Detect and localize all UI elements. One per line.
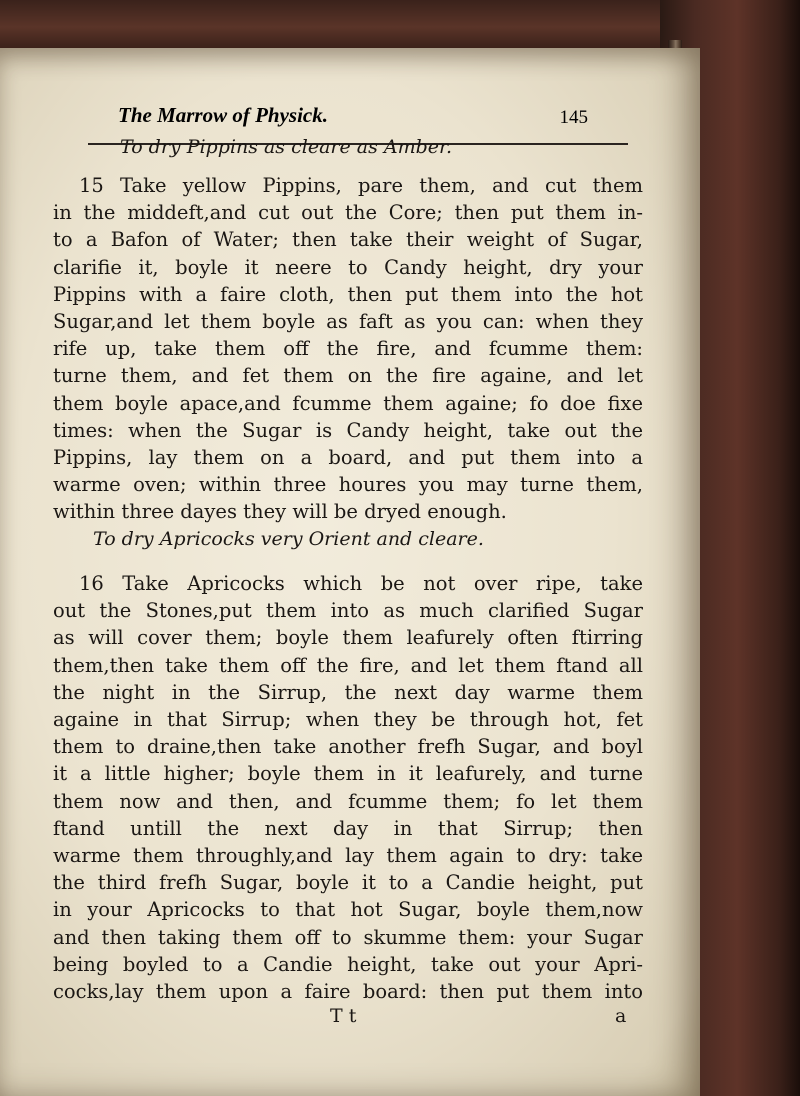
text-line: them,then take them off the fire, and let them ftand all (53, 653, 643, 677)
text-line: within three dayes they will be dryed enough. (53, 500, 507, 524)
text-line: clarifie it, boyle it neere to Candy height, dry your (53, 255, 643, 279)
text-line: and then taking them off to skumme them: your Sugar (53, 925, 643, 949)
text-line: it a little higher; boyle them in it leafurely, and turne (53, 762, 643, 786)
text-line: warme them throughly,and lay them again to dry: take (53, 844, 643, 868)
catchline (40, 1005, 660, 1035)
text-line: times: when the Sugar is Candy height, take out the (53, 418, 643, 442)
text-line: as will cover them; boyle them leafurely often ftirring (53, 626, 643, 650)
recipe-15-heading: To dry Pippins as cleare as Amber. (120, 136, 453, 158)
page-number: 145 (559, 107, 588, 128)
text-line: them to draine,then take another frefh Sugar, and boyl (53, 735, 643, 759)
text-line: againe in that Sirrup; when they be through hot, fet (53, 708, 643, 732)
running-head-title: The Marrow of Physick. (118, 103, 328, 127)
text-line: Sugar,and let them boyle as faft as you can: when they (53, 310, 643, 334)
text-line: them boyle apace,and fcumme them againe; fo doe fixe (53, 391, 643, 415)
text-line: 16 Take Apricocks which be not over ripe, take (79, 572, 643, 595)
recipe-15-body (53, 172, 643, 526)
text-line: turne them, and fet them on the fire againe, and let (53, 364, 643, 388)
text-line: out the Stones,put them into as much clarified Sugar (53, 599, 643, 623)
text-line: ftand untill the next day in that Sirrup; then (53, 816, 643, 840)
text-line: Pippins with a faire cloth, then put them into the hot (53, 282, 643, 306)
text-line: being boyled to a Candie height, take out your Apri- (53, 952, 643, 976)
book-page (0, 48, 700, 1096)
text-line: rife up, take them off the fire, and fcumme them: (53, 337, 643, 361)
text-line: 15 Take yellow Pippins, pare them, and cut them (79, 174, 643, 197)
text-line: them now and then, and fcumme them; fo let them (53, 789, 643, 813)
text-line: to a Bafon of Water; then take their weight of Sugar, (53, 228, 643, 252)
recipe-16-heading: To dry Apricocks very Orient and cleare. (93, 528, 484, 550)
text-line: cocks,lay them upon a faire board: then put them into (53, 980, 643, 1004)
recipe-16-body (53, 570, 643, 1005)
text-line: in your Apricocks to that hot Sugar, boyle them,now (53, 898, 643, 922)
text-line: the night in the Sirrup, the next day warme them (53, 680, 643, 704)
text-line: Pippins, lay them on a board, and put them into a (53, 446, 643, 470)
catchword: a (615, 1005, 627, 1027)
text-line: in the middeft,and cut out the Core; then put them in- (53, 201, 643, 225)
text-line: the third frefh Sugar, boyle it to a Candie height, put (53, 871, 643, 895)
text-line: warme oven; within three houres you may turne them, (53, 473, 643, 497)
signature-mark: T t (330, 1005, 357, 1027)
